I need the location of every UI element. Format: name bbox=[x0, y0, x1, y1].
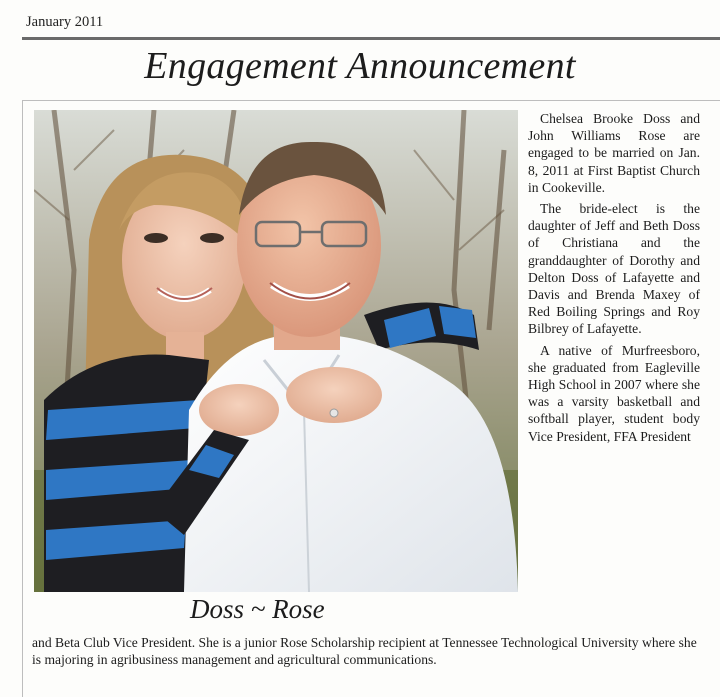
article-continuation: and Beta Club Vice President. She is a junior Rose Scholarship recipient at Tennessee Technological University where she is majoring in agribusiness management and agricultural communications. bbox=[32, 635, 697, 668]
issue-date: January 2011 bbox=[26, 14, 104, 30]
couple-photo bbox=[34, 110, 518, 592]
article-paragraph: The bride-elect is the daughter of Jeff and Beth Doss of Christiana and the granddaughter of Dorothy and Delton Doss of Lafayette and Davis and Brenda Maxey of Red Boiling Springs and Roy Bilbrey of Lafayette. bbox=[528, 201, 700, 337]
article-column bbox=[528, 110, 700, 445]
page-headline: Engagement Announcement bbox=[144, 45, 576, 87]
article-paragraph: A native of Murfreesboro, she graduated from Eagleville High School in 2007 where she was a varsity basketball and softball player, student body Vice President, FFA President bbox=[528, 342, 700, 444]
article-paragraph: Chelsea Brooke Doss and John Williams Rose are engaged to be married on Jan. 8, 2011 at First Baptist Church in Cookeville. bbox=[528, 111, 700, 195]
header-rule bbox=[22, 37, 720, 40]
photo-caption: Doss ~ Rose bbox=[190, 594, 325, 624]
